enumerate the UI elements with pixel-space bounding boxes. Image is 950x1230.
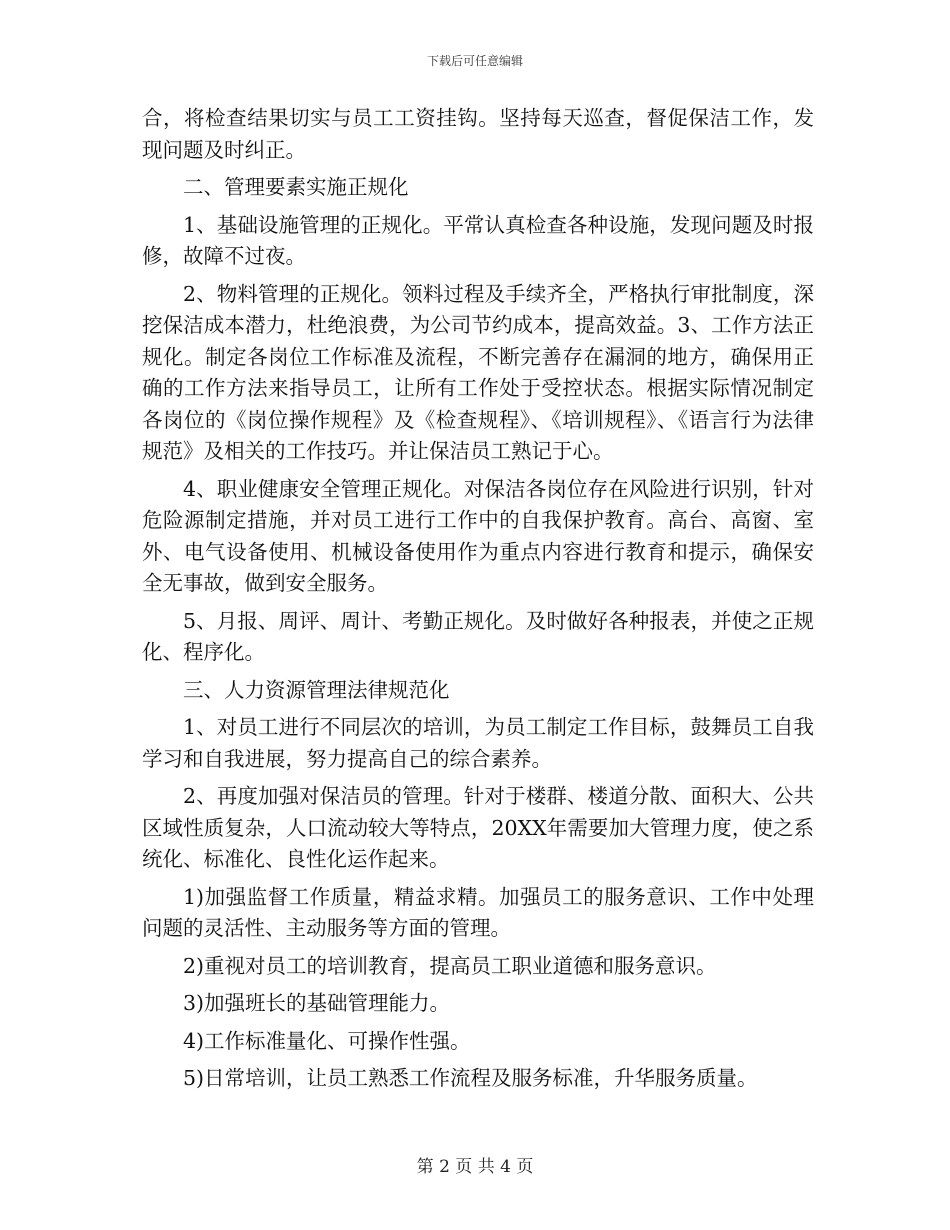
paragraph: 1、对员工进行不同层次的培训，为员工制定工作目标，鼓舞员工自我学习和自我进展，努力提高自己的综合素养。 <box>142 715 814 771</box>
paragraph: 1、基础设施管理的正规化。平常认真检查各种设施，发现问题及时报修，故障不过夜。 <box>142 212 814 268</box>
paragraph: 4、职业健康安全管理正规化。对保洁各岗位存在风险进行识别，针对危险源制定措施，并对员工进行工作中的自我保护教育。高台、高窗、室外、电气设备使用、机械设备使用作为重点内容进行教育和提示，确保安全无事故，做到安全服务。 <box>142 476 814 595</box>
section-heading: 三、人力资源管理法律规范化 <box>183 677 450 702</box>
paragraph: 2、再度加强对保洁员的管理。针对于楼群、楼道分散、面积大、公共区域性质复杂，人口流动较大等特点，20XX年需要加大管理力度，使之系统化、标准化、良性化运作起来。 <box>142 784 814 871</box>
list-item: 3)加强班长的基础管理能力。 <box>183 991 451 1015</box>
document-body <box>142 103 814 1101</box>
page-number-footer: 第 2 页 共 4 页 <box>416 1157 534 1177</box>
paragraph: 合，将检查结果切实与员工工资挂钩。坚持每天巡查，督促保洁工作，发现问题及时纠正。 <box>142 106 814 162</box>
list-item: 5)日常培训，让员工熟悉工作流程及服务标准，升华服务质量。 <box>183 1066 758 1090</box>
list-item: 2)重视对员工的培训教育，提高员工职业道德和服务意识。 <box>183 953 717 978</box>
list-item: 1)加强监督工作质量，精益求精。加强员工的服务意识、工作中处理问题的灵活性、主动服务等方面的管理。 <box>142 884 814 940</box>
page-header-note: 下载后可任意编辑 <box>426 54 523 68</box>
paragraph: 2、物料管理的正规化。领料过程及手续齐全，严格执行审批制度，深挖保洁成本潜力，杜绝浪费，为公司节约成本，提高效益。3、工作方法正规化。制定各岗位工作标准及流程，不断完善存在漏洞的地方，确保用正确的工作方法来指导员工，让所有工作处于受控状态。根据实际情况制定各岗位的《岗位操作规程》及《检查规程》、《培训规程》、《语言行为法律规范》及相关的工作技巧。并让保洁员工熟记于心。 <box>142 281 814 463</box>
section-heading: 二、管理要素实施正规化 <box>183 175 409 199</box>
list-item: 4)工作标准量化、可操作性强。 <box>183 1028 471 1053</box>
paragraph: 5、月报、周评、周计、考勤正规化。及时做好各种报表，并使之正规化、程序化。 <box>142 608 814 664</box>
